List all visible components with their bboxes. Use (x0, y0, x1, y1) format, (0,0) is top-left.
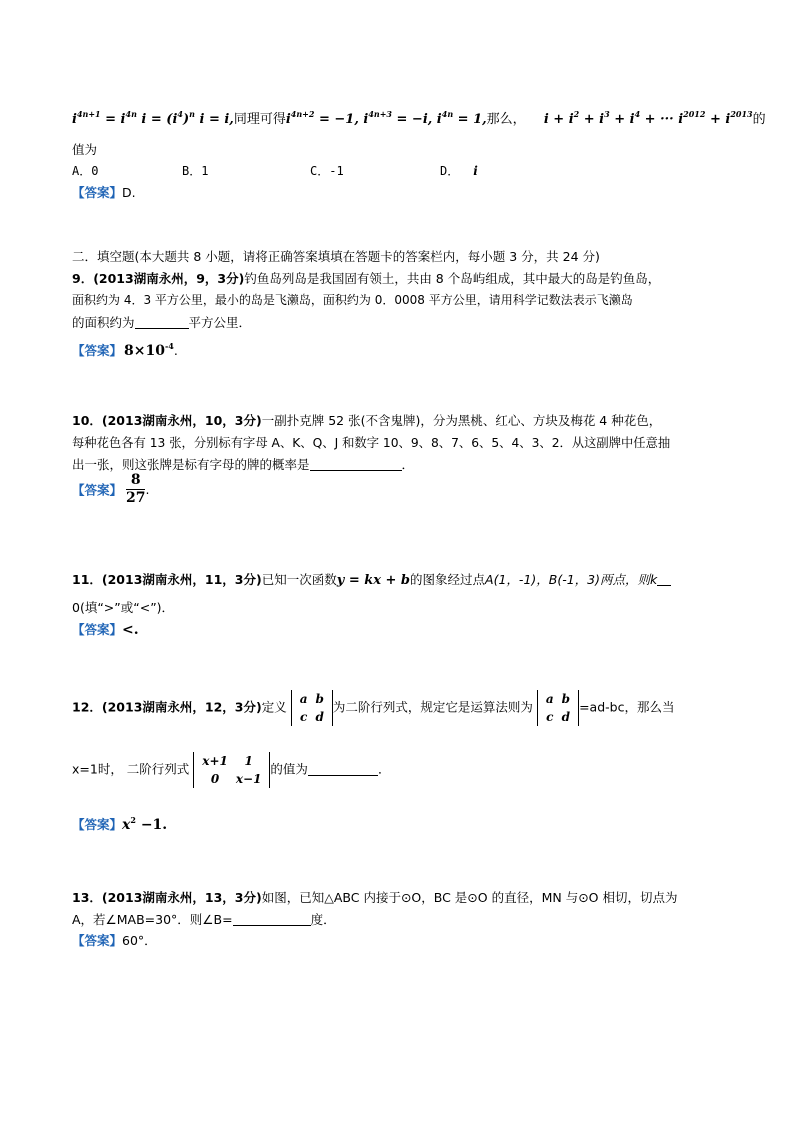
q12-determinant-rule: a b c d (537, 690, 579, 726)
q10-head: 10．(2013湖南永州，10，3分) (72, 413, 262, 428)
q10-answer-fraction (126, 472, 145, 507)
q13-line2 (72, 910, 336, 928)
q12-answer-base: x (122, 817, 131, 833)
q11-text1b: 的图象经过点 (410, 572, 486, 587)
q13-line1 (72, 888, 678, 906)
answer-tag: 【答案】 (72, 343, 123, 358)
q10-answer (72, 472, 149, 507)
answer-tag: 【答案】 (72, 933, 123, 948)
q9-text3b: 平方公里． (188, 315, 252, 330)
q12-answer-end: −1. (135, 817, 168, 833)
answer-tag: 【答案】 (72, 817, 123, 832)
q10-text3b: ． (401, 457, 415, 472)
q12-head: 12．(2013湖南永州，12，3分) (72, 699, 262, 715)
q10-line3 (72, 455, 414, 473)
q12-line2 (72, 752, 390, 788)
q9-text1: 钓鱼岛列岛是我国固有领土，共由 8 个岛屿组成，其中最大的岛是钓鱼岛， (244, 271, 661, 286)
q10-line2: 每种花色各有 13 张，分别标有字母 A、K、Q、J 和数字 10、9、8、7、6、5、4、3、2．从这副牌中任意抽 (72, 436, 671, 450)
q8-option-a: A．0 (72, 164, 99, 178)
q11-line1 (72, 570, 671, 588)
q8-option-d (440, 162, 478, 179)
q10-answer-end: . (145, 482, 150, 497)
q11-answer-value: <. (122, 622, 139, 638)
q9-text3a: 的面积约为 (72, 315, 135, 330)
q13-blank (233, 913, 311, 926)
q8-answer (72, 183, 136, 201)
q8-option-d-symbol: i (473, 164, 478, 178)
q9-answer-exp: -4 (164, 341, 174, 351)
q13-text2b: 度． (310, 912, 336, 927)
q12-text2a: x=1时， 二阶行列式 (72, 761, 190, 777)
q9-answer-end: . (173, 343, 178, 358)
q12-text1a: 定义 (261, 699, 287, 715)
q13-answer (72, 931, 157, 949)
q13-text1: 如图，已知△ABC 内接于⊙O，BC 是⊙O 的直径，MN 与⊙O 相切，切点为 (261, 890, 678, 905)
q9-answer-base: 8×10 (124, 343, 165, 359)
q9-answer (72, 341, 178, 359)
q12-text1b: 为二阶行列式，规定它是运算法则为 (332, 699, 533, 715)
fraction-numerator: 8 (126, 472, 145, 490)
q10-line1 (72, 411, 661, 429)
q9-line2: 面积约为 4．3 平方公里，最小的岛是飞濑岛，面积约为 0．0008 平方公里，请用科学记数法表示飞濑岛 (72, 293, 633, 307)
q8-option-b: B．1 (182, 164, 209, 178)
q8-option-c: C．-1 (310, 164, 344, 178)
q8-formula-line: $i^{4n+1} = i^{4n}$ $i = (i^4)^n$ i = i,同理可得$i^{4n+2} = -1$, $i^{4n+3} = -i$, $i^{4n} = 1$,那么， $i + i^2 + i^3 + i^4$ + ··· $i^{2012} + i^{2013}$的 (72, 109, 766, 127)
section2-heading: 二．填空题(本大题共 8 小题，请将正确答案填填在答题卡的答案栏内，每小题 3 分，共 24 分) (72, 249, 600, 264)
q12-answer (72, 815, 167, 833)
q8-formula-text: 同理可得 (233, 112, 286, 127)
q11-var-k: k (650, 572, 658, 587)
q11-answer (72, 620, 139, 638)
q12-text1c: =ad-bc，那么当 (579, 699, 675, 715)
q11-function: y = kx + b (336, 573, 411, 588)
q13-answer-value: 60°． (122, 933, 157, 948)
q12-answer-exp: 2 (130, 815, 136, 825)
q10-text3a: 出一张，则这张牌是标有字母的牌的概率是 (72, 457, 310, 472)
q8-formula-tail: 那么， (486, 112, 526, 127)
q10-text1: 一副扑克牌 52 张(不含鬼牌)，分为黑桃、红心、方块及梅花 4 种花色， (261, 413, 662, 428)
answer-tag: 【答案】 (72, 622, 123, 637)
q8-option-d-label: D． (440, 164, 460, 178)
answer-tag: 【答案】 (72, 185, 123, 200)
q11-points: A(1，-1)，B(-1，3)两点，则 (485, 572, 651, 587)
q12-line1 (72, 690, 674, 726)
q12-determinant-def: a b c d (291, 690, 333, 726)
q13-head: 13．(2013湖南永州，13，3分) (72, 890, 262, 905)
q12-text2b: 的值为 (270, 761, 308, 777)
q11-head: 11．(2013湖南永州，11，3分) (72, 572, 262, 587)
q12-blank (308, 763, 378, 776)
fraction-denominator: 27 (126, 490, 146, 506)
q12-determinant-value: x+1 1 0 x−1 (193, 752, 270, 788)
q13-text2a: A，若∠MAB=30°．则∠B= (72, 912, 233, 927)
q10-blank (310, 458, 402, 471)
q9-head: 9．(2013湖南永州，9，3分) (72, 271, 245, 286)
q9-line1 (72, 269, 660, 287)
q8-answer-value: D. (122, 185, 136, 200)
q12-text2c: ． (377, 761, 391, 777)
q11-text1a: 已知一次函数 (261, 572, 337, 587)
q8-sum-suffix: 的 (752, 112, 766, 127)
q11-line2: 0(填“>”或“<”)． (72, 600, 175, 615)
q9-blank (135, 316, 189, 329)
answer-tag: 【答案】 (72, 482, 123, 498)
q11-blank (657, 573, 671, 586)
q9-line3 (72, 313, 251, 331)
q8-line2: 值为 (72, 142, 98, 157)
